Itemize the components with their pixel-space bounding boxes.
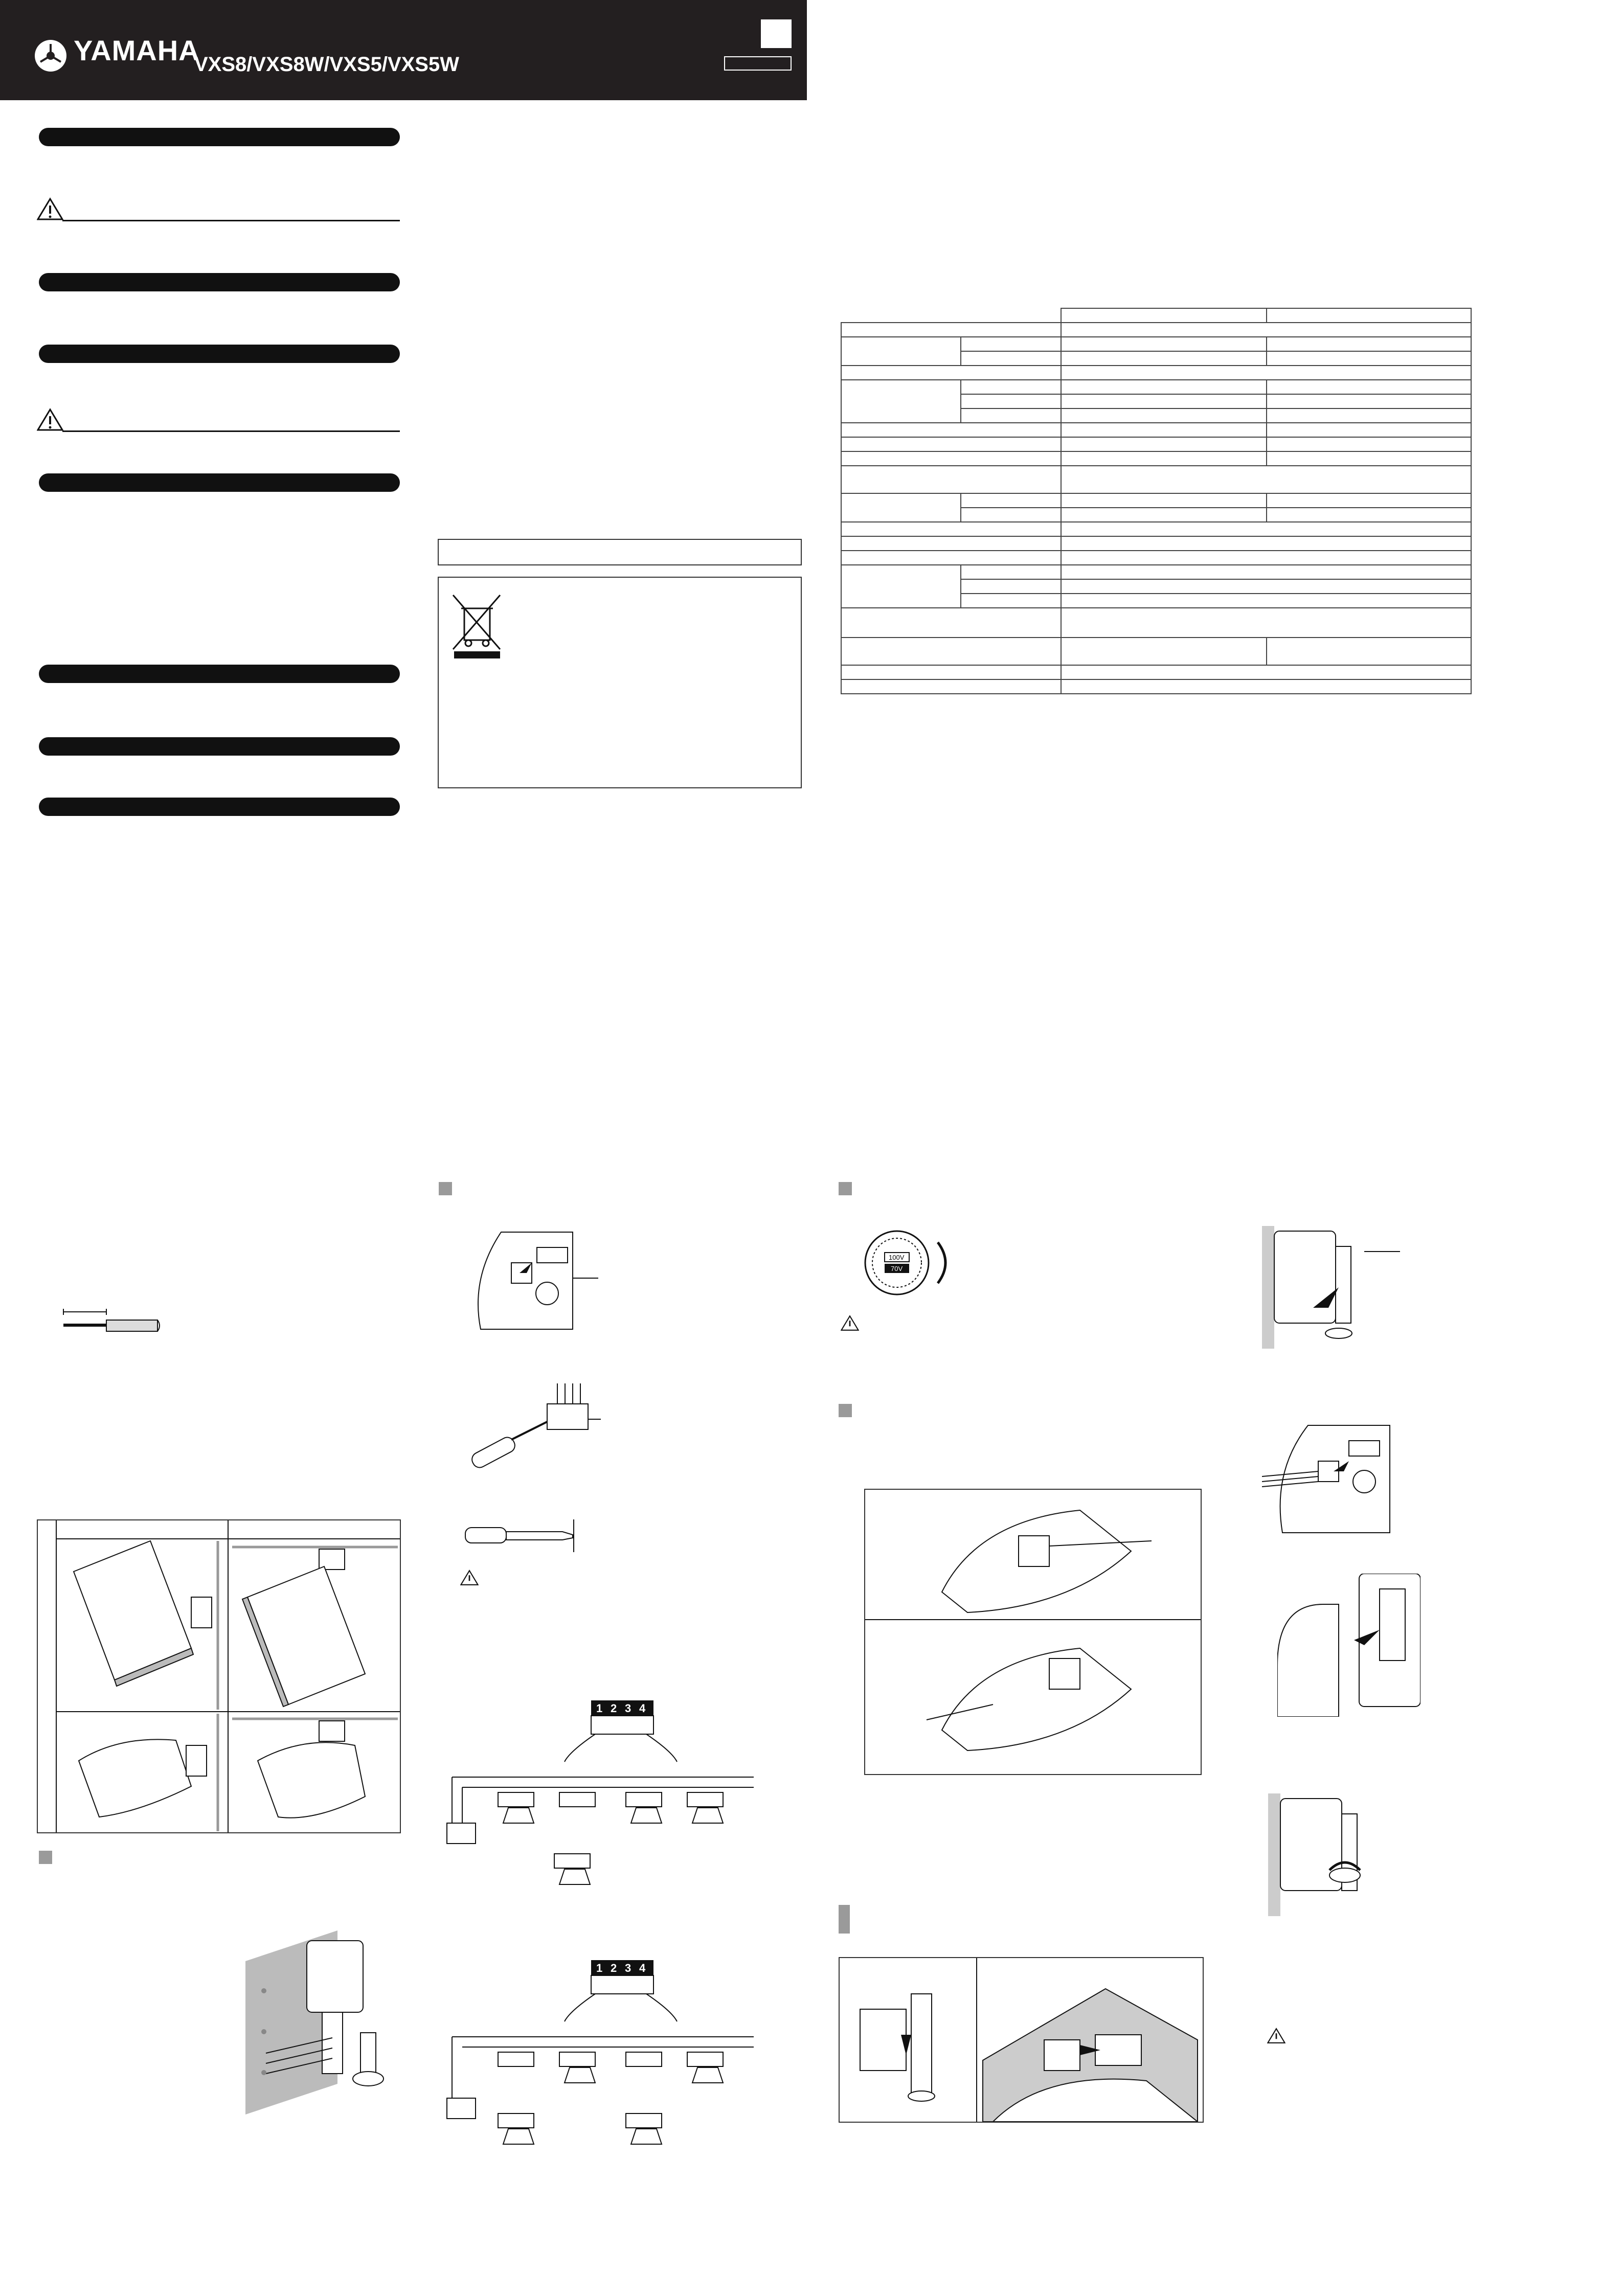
terminal-label: 4 [639, 1702, 646, 1715]
screwdriver-connector-diagram [460, 1383, 603, 1486]
crossed-out-wheelie-bin-icon [449, 593, 505, 660]
cable-insert-diagram [1262, 1226, 1400, 1349]
screw-tighten-diagram [1268, 1793, 1401, 1916]
section-marker [39, 1851, 52, 1864]
terminal-label: 4 [639, 1962, 646, 1974]
language-tab [761, 19, 792, 48]
wiring-diagram-parallel [442, 1700, 759, 1905]
speaker-attach-figure [839, 1957, 1204, 2123]
divider [62, 430, 400, 432]
warning-triangle-icon [37, 408, 63, 431]
mounting-orientations-figure [37, 1519, 401, 1833]
section-bar [39, 737, 400, 756]
terminal-label: 1 [596, 1962, 603, 1974]
model-names: VXS8/VXS8W/VXS5/VXS5W [194, 53, 459, 76]
section-marker [839, 1182, 852, 1195]
yamaha-tuning-fork-logo-icon [35, 40, 66, 72]
header-id-box [724, 56, 792, 71]
notice-box [438, 539, 802, 565]
rear-terminal-diagram [470, 1227, 603, 1339]
brand-name: YAMAHA [74, 34, 200, 66]
warning-triangle-icon [37, 197, 63, 221]
section-marker [839, 1905, 850, 1934]
terminal-label: 2 [611, 1702, 617, 1715]
section-bar [39, 273, 400, 291]
divider [62, 220, 400, 221]
section-marker [439, 1182, 452, 1195]
terminal-label: 3 [625, 1702, 631, 1715]
specifications-table [841, 308, 1472, 694]
tap-label-100v: 100V [889, 1254, 905, 1261]
warning-triangle-icon [460, 1570, 479, 1586]
section-bar [39, 798, 400, 816]
section-bar [39, 665, 400, 683]
disposal-notice-box [438, 577, 802, 788]
terminal-label: 3 [625, 1962, 631, 1974]
wire-strip-diagram [59, 1307, 167, 1337]
section-marker [839, 1404, 852, 1417]
terminal-label: 1 [596, 1702, 603, 1715]
tap-label-70v: 70V [891, 1265, 903, 1272]
screwdriver-tip-diagram [460, 1518, 593, 1554]
section-bar [39, 473, 400, 492]
wiring-diagram-series [442, 1960, 759, 2185]
warning-triangle-icon [841, 1315, 859, 1331]
terminal-label: 2 [611, 1962, 617, 1974]
wall-bracket-installation-diagram [245, 1930, 399, 2125]
terminal-plug-diagram [1262, 1420, 1400, 1538]
safety-wire-figure [864, 1489, 1202, 1775]
terminal-cover-diagram [1277, 1574, 1420, 1717]
tap-selector-dial [861, 1227, 963, 1299]
section-bar [39, 345, 400, 363]
section-bar [39, 128, 400, 146]
warning-triangle-icon [1267, 2028, 1285, 2044]
